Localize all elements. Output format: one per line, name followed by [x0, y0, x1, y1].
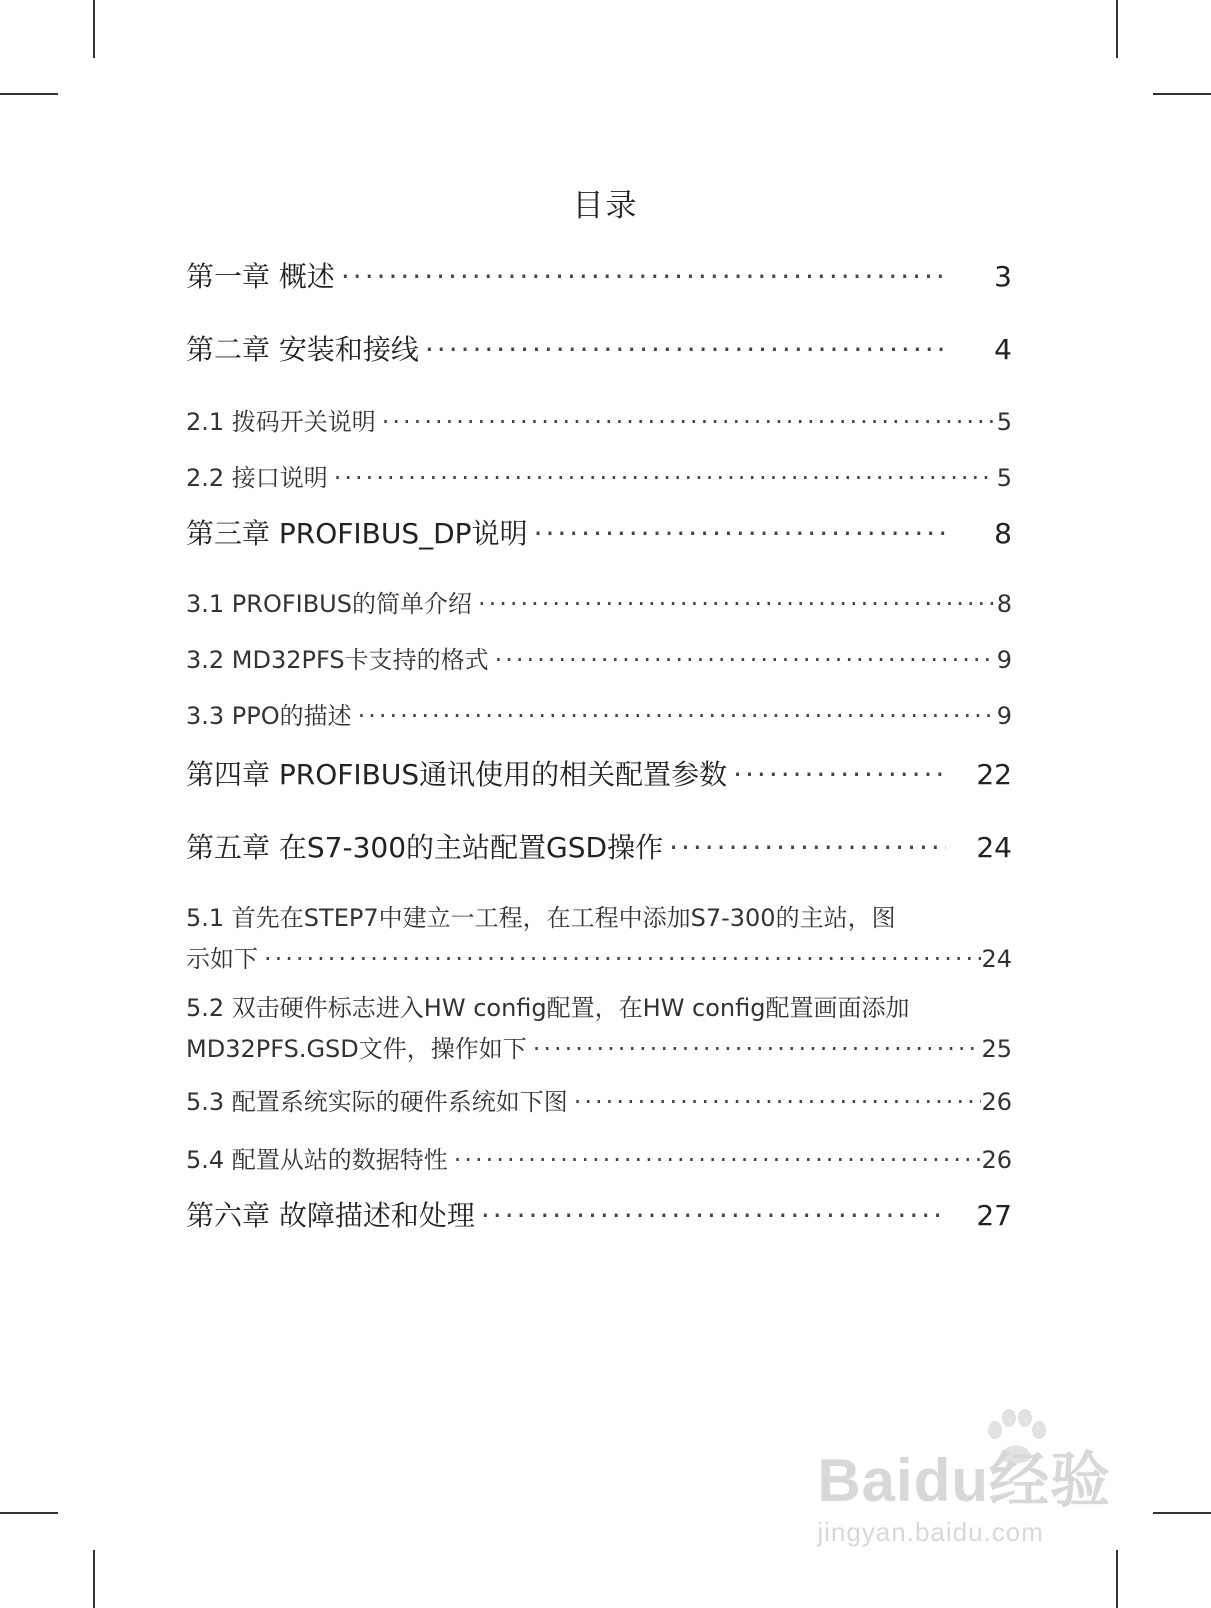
crop-mark-bottom-right-horizontal	[1153, 1512, 1211, 1514]
crop-mark-bottom-left-vertical	[93, 1550, 95, 1608]
crop-mark-top-left-vertical	[93, 0, 95, 58]
toc-entry-label-line1: 5.1 首先在STEP7中建立一工程，在工程中添加S7-300的主站，图	[186, 904, 896, 932]
toc-entry-page: 5	[996, 464, 1012, 492]
page-title: 目录	[572, 188, 639, 224]
dot-leader	[382, 408, 994, 436]
toc-entry-page: 24	[976, 831, 1012, 864]
toc-entry-page: 9	[996, 702, 1012, 730]
toc-entry-section-5-3[interactable]	[186, 1082, 1012, 1117]
watermark-logo: Baidu经验	[817, 1447, 1111, 1514]
toc-entry-page: 5	[996, 408, 1012, 436]
watermark-url: jingyan.baidu.com	[817, 1517, 1044, 1547]
toc-entry-label-line2: MD32PFS.GSD文件，操作如下	[186, 1035, 527, 1063]
dot-leader	[264, 945, 981, 973]
dot-leader	[669, 831, 946, 864]
dot-leader	[454, 1146, 982, 1174]
toc-entry-section-5-1[interactable]	[186, 898, 1012, 974]
toc-entry-section-3-1[interactable]	[186, 584, 1012, 619]
toc-entry-page: 3	[994, 260, 1012, 293]
toc-entry-label-line1: 5.2 双击硬件标志进入HW config配置，在HW config配置画面添加	[186, 994, 910, 1022]
toc-entry-chapter-1[interactable]	[186, 255, 1012, 295]
toc-entry-chapter-2[interactable]	[186, 328, 1012, 368]
toc-entry-label: 第三章 PROFIBUS_DP说明	[186, 517, 528, 550]
toc-entry-chapter-6[interactable]	[186, 1194, 1012, 1234]
toc-entry-section-3-2[interactable]	[186, 640, 1012, 675]
dot-leader	[534, 517, 946, 550]
crop-mark-top-right-horizontal	[1153, 93, 1211, 95]
toc-entry-label-line2: 示如下	[186, 945, 258, 973]
toc-entry-page: 27	[976, 1199, 1012, 1232]
toc-entry-page: 9	[996, 646, 1012, 674]
dot-leader	[495, 646, 994, 674]
toc-entry-section-2-2[interactable]	[186, 458, 1012, 493]
toc-entry-page: 8	[994, 517, 1012, 550]
dot-leader	[358, 702, 994, 730]
toc-entry-page: 25	[981, 1035, 1012, 1063]
toc-entry-section-3-3[interactable]	[186, 696, 1012, 731]
toc-entry-page: 26	[981, 1088, 1012, 1116]
toc-entry-label: 3.1 PROFIBUS的简单介绍	[186, 590, 472, 618]
toc-entry-chapter-3[interactable]	[186, 512, 1012, 552]
toc-entry-label: 5.3 配置系统实际的硬件系统如下图	[186, 1088, 568, 1116]
crop-mark-top-right-vertical	[1116, 0, 1118, 58]
toc-entry-section-2-1[interactable]	[186, 402, 1012, 437]
toc-entry-label: 5.4 配置从站的数据特性	[186, 1146, 448, 1174]
crop-mark-top-left-horizontal	[0, 93, 58, 95]
toc-entry-section-5-4[interactable]	[186, 1140, 1012, 1175]
toc-entry-page: 8	[996, 590, 1012, 618]
watermark	[817, 1447, 1111, 1548]
toc-entry-section-5-2[interactable]	[186, 988, 1012, 1064]
dot-leader	[334, 464, 994, 492]
toc-entry-page: 26	[981, 1146, 1012, 1174]
toc-entry-label: 2.2 接口说明	[186, 464, 328, 492]
toc-entry-label: 第五章 在S7-300的主站配置GSD操作	[186, 831, 664, 864]
toc-entry-page: 4	[994, 333, 1012, 366]
crop-mark-bottom-right-vertical	[1116, 1550, 1118, 1608]
dot-leader	[481, 1199, 946, 1232]
dot-leader	[574, 1088, 982, 1116]
dot-leader	[478, 590, 994, 618]
toc-entry-page: 22	[976, 758, 1012, 791]
dot-leader	[733, 758, 946, 791]
dot-leader	[533, 1035, 982, 1063]
crop-mark-bottom-left-horizontal	[0, 1512, 58, 1514]
toc-entry-label: 2.1 拨码开关说明	[186, 408, 376, 436]
dot-leader	[425, 333, 946, 366]
toc-entry-chapter-5[interactable]	[186, 826, 1012, 866]
toc-entry-label: 3.2 MD32PFS卡支持的格式	[186, 646, 489, 674]
toc-entry-chapter-4[interactable]	[186, 753, 1012, 793]
toc-entry-label: 第二章 安装和接线	[186, 333, 419, 366]
toc-entry-label: 第六章 故障描述和处理	[186, 1199, 475, 1232]
toc-entry-label: 3.3 PPO的描述	[186, 702, 352, 730]
toc-entry-page: 24	[981, 945, 1012, 973]
dot-leader	[341, 260, 946, 293]
toc-entry-label: 第一章 概述	[186, 260, 335, 293]
toc-entry-label: 第四章 PROFIBUS通讯使用的相关配置参数	[186, 758, 728, 791]
